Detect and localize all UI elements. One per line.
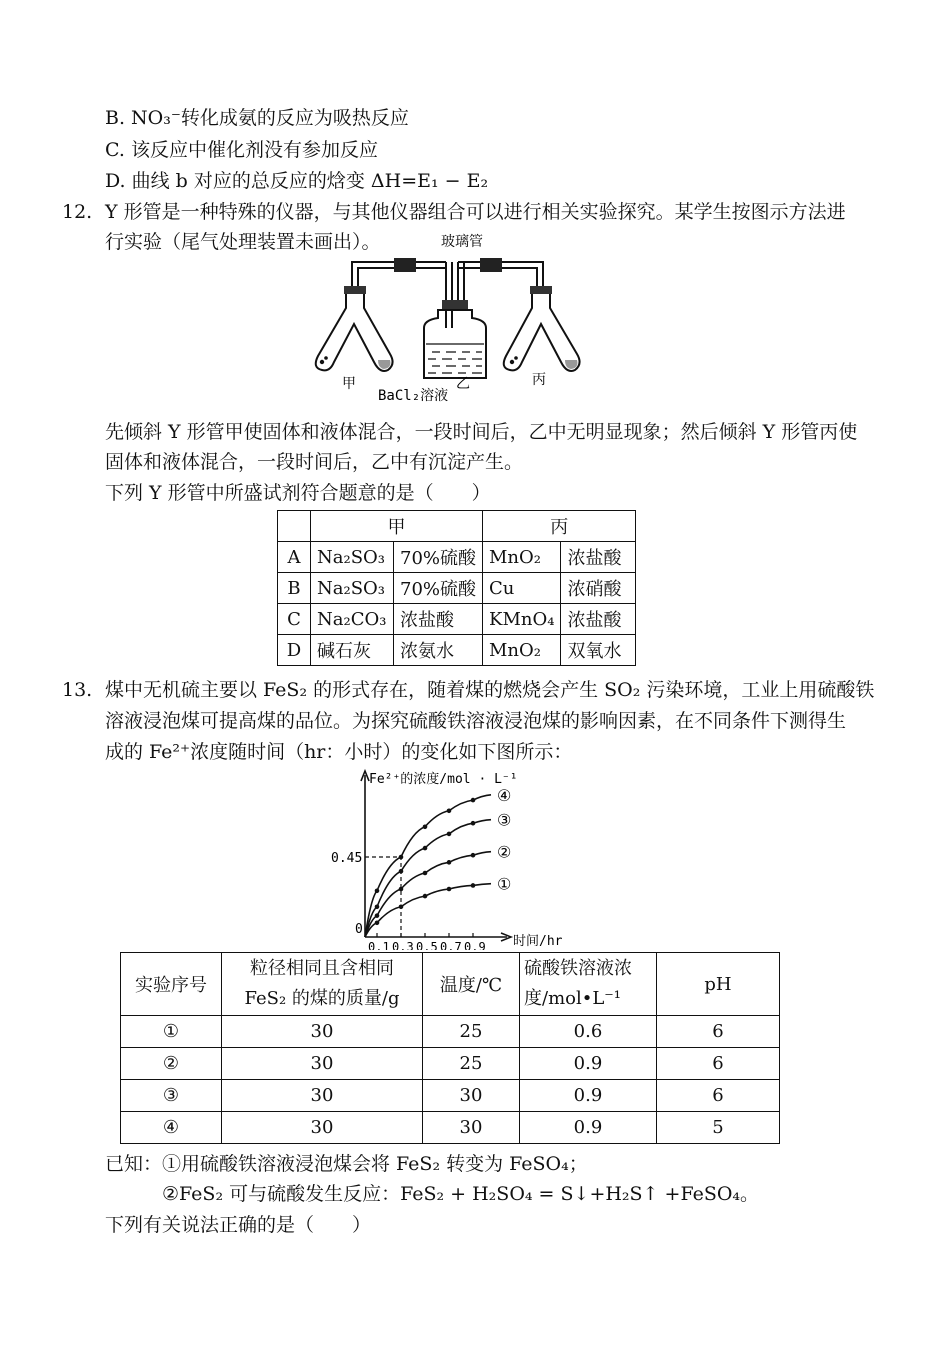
x-tick-label: 0.3 [392, 940, 414, 950]
q13-stem-line1: 煤中无机硫主要以 FeS₂ 的形式存在，随着煤的燃烧会产生 SO₂ 污染环境，工业上用硫酸铁 [105, 679, 875, 701]
data-point [447, 860, 452, 865]
data-point [423, 871, 428, 876]
data-point [471, 821, 476, 826]
series-label: ③ [497, 810, 512, 830]
x-axis-label: 时间/hr [513, 934, 563, 949]
table-cell: 25 [423, 1016, 520, 1048]
table-cell: 6 [657, 1080, 780, 1112]
q13-conditions-table [120, 952, 780, 1144]
table-cell: 浓盐酸 [394, 604, 483, 635]
table-cell: 70%硫酸 [394, 573, 483, 604]
table-cell: Cu [483, 573, 561, 604]
fe2-concentration-chart [325, 765, 585, 950]
q13-stem-line3: 成的 Fe²⁺浓度随时间（hr：小时）的变化如下图所示： [105, 741, 573, 763]
data-point [423, 824, 428, 829]
q13-number: 13. [62, 679, 93, 701]
header-conc-line1: 硫酸铁溶液浓 [524, 958, 632, 979]
table-cell: 碱石灰 [311, 635, 394, 666]
table-cell: 30 [222, 1016, 423, 1048]
q13-known2: ②FeS₂ 可与硫酸发生反应：FeS₂ + H₂SO₄ = S↓+H₂S↑ +FeSO₄。 [162, 1183, 760, 1205]
data-point [375, 904, 380, 909]
table-cell: 70%硫酸 [394, 542, 483, 573]
q12-stem-line1: Y 形管是一种特殊的仪器，与其他仪器组合可以进行相关实验探究。某学生按图示方法进 [105, 201, 846, 223]
table-cell: 6 [657, 1016, 780, 1048]
data-point [471, 853, 476, 858]
data-point [447, 808, 452, 813]
table-header-row [278, 511, 636, 542]
table-cell: Na₂CO₃ [311, 604, 394, 635]
data-point [423, 846, 428, 851]
bacl2-label: BaCl₂溶液 [378, 388, 449, 404]
table-header-cell [278, 511, 311, 542]
table-cell: 0.6 [520, 1016, 657, 1048]
table-cell: 6 [657, 1048, 780, 1080]
header-conc-line2: 度/mol•L⁻¹ [524, 988, 622, 1009]
table-row [121, 1048, 780, 1080]
table-cell: B [278, 573, 311, 604]
table-cell: 0.9 [520, 1112, 657, 1144]
table-header-cell [520, 953, 657, 1016]
table-row [121, 1016, 780, 1048]
table-cell: 30 [423, 1080, 520, 1112]
label-yi: 乙 [456, 376, 470, 392]
data-point [375, 913, 380, 918]
table-cell: 25 [423, 1048, 520, 1080]
table-header-cell: 实验序号 [121, 953, 222, 1016]
x-tick-label: 0.9 [464, 940, 486, 950]
right-rubber-joint [480, 258, 502, 272]
data-point [447, 887, 452, 892]
data-point [447, 832, 452, 837]
table-cell: 浓硝酸 [561, 573, 636, 604]
left-y-tube [316, 294, 393, 371]
data-point [399, 904, 404, 909]
table-cell: 双氧水 [561, 635, 636, 666]
left-rubber-joint [394, 258, 416, 272]
table-cell: 30 [222, 1048, 423, 1080]
table-header-cell: 丙 [483, 511, 636, 542]
glass-tube-label: 玻璃管 [441, 234, 483, 250]
q13-stem-line2: 溶液浸泡煤可提高煤的品位。为探究硫酸铁溶液浸泡煤的影响因素，在不同条件下测得生 [105, 710, 847, 732]
table-cell: KMnO₄ [483, 604, 561, 635]
table-row [278, 573, 636, 604]
table-cell: ② [121, 1048, 222, 1080]
table-cell: 浓盐酸 [561, 542, 636, 573]
series-label: ④ [497, 785, 512, 805]
data-point [399, 855, 404, 860]
table-header-cell: pH [657, 953, 780, 1016]
q12-desc-line1: 先倾斜 Y 形管甲使固体和液体混合，一段时间后，乙中无明显现象；然后倾斜 Y 形管丙使 [105, 421, 858, 443]
table-header-cell: 温度/℃ [423, 953, 520, 1016]
glass-tube-left-long [446, 262, 452, 328]
table-cell: 浓氨水 [394, 635, 483, 666]
data-point [471, 883, 476, 888]
table-cell: 0.9 [520, 1080, 657, 1112]
q12-reagent-table [277, 510, 636, 666]
table-header-row [121, 953, 780, 1016]
x-tick-label: 0.5 [416, 940, 438, 950]
label-bing: 丙 [532, 372, 546, 388]
y-tick-label: 0.45 [331, 851, 363, 866]
series-label: ① [497, 874, 512, 894]
table-cell: C [278, 604, 311, 635]
series-line-3 [365, 820, 491, 937]
data-point [471, 798, 476, 803]
x-tick-label: 0.1 [368, 940, 390, 950]
origin-label: 0 [355, 922, 363, 937]
q11-option-c: C. 该反应中催化剂没有参加反应 [105, 139, 378, 161]
table-row [278, 604, 636, 635]
q13-ask: 下列有关说法正确的是（ ） [105, 1214, 372, 1236]
table-cell: A [278, 542, 311, 573]
table-row [121, 1112, 780, 1144]
series-label: ② [497, 842, 512, 862]
table-cell: MnO₂ [483, 635, 561, 666]
table-cell: Na₂SO₃ [311, 542, 394, 573]
data-point [375, 920, 380, 925]
table-cell: 5 [657, 1112, 780, 1144]
table-cell: Na₂SO₃ [311, 573, 394, 604]
q12-number: 12. [62, 201, 93, 223]
table-cell: 30 [222, 1112, 423, 1144]
data-point [423, 894, 428, 899]
table-cell: ④ [121, 1112, 222, 1144]
table-cell: 30 [423, 1112, 520, 1144]
q12-stem-line2: 行实验（尾气处理装置未画出）。 [105, 231, 381, 253]
table-header-cell: 甲 [311, 511, 483, 542]
q12-desc-line2: 固体和液体混合，一段时间后，乙中有沉淀产生。 [105, 451, 524, 473]
table-cell: 浓盐酸 [561, 604, 636, 635]
data-point [399, 887, 404, 892]
table-cell: D [278, 635, 311, 666]
data-point [375, 888, 380, 893]
bacl2-solution-liquid [428, 352, 482, 373]
q13-known1: 已知：①用硫酸铁溶液浸泡煤会将 FeS₂ 转变为 FeSO₄； [105, 1153, 588, 1175]
table-header-cell [222, 953, 423, 1016]
table-cell: ① [121, 1016, 222, 1048]
table-row [278, 542, 636, 573]
header-mass-line1: 粒径相同且含相同 [250, 958, 394, 979]
table-cell: MnO₂ [483, 542, 561, 573]
table-row [278, 635, 636, 666]
label-jia: 甲 [342, 376, 356, 392]
table-cell: 0.9 [520, 1048, 657, 1080]
q11-option-b: B. NO₃⁻转化成氨的反应为吸热反应 [105, 107, 409, 129]
table-cell: 30 [222, 1080, 423, 1112]
table-cell: ③ [121, 1080, 222, 1112]
table-row [121, 1080, 780, 1112]
y-axis-label: Fe²⁺的浓度/mol · L⁻¹ [369, 772, 518, 787]
header-mass-line2: FeS₂ 的煤的质量/g [244, 988, 400, 1009]
q12-ask: 下列 Y 形管中所盛试剂符合题意的是（ ） [105, 482, 491, 504]
data-point [399, 869, 404, 874]
y-tube-apparatus-figure [300, 228, 600, 406]
q11-option-d: D. 曲线 b 对应的总反应的焓变 ΔH=E₁ − E₂ [105, 170, 489, 192]
x-tick-label: 0.7 [440, 940, 462, 950]
